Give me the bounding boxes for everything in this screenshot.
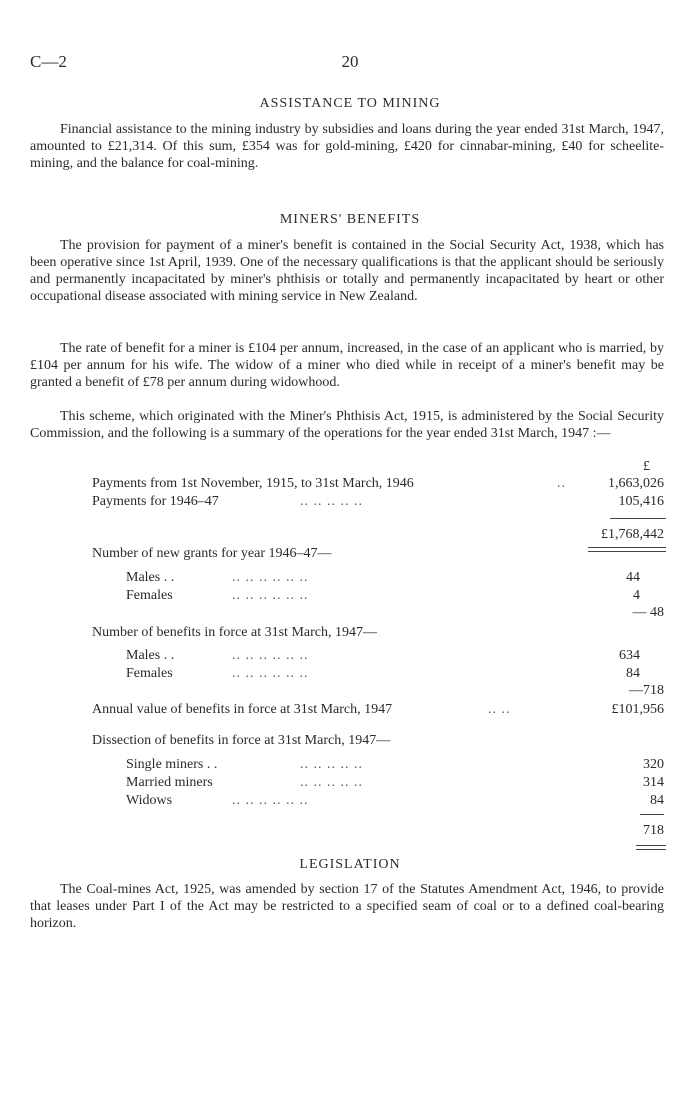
subtotal-rule [610, 518, 666, 519]
total-double-rule [636, 845, 666, 850]
document-page: C—2 20 ASSISTANCE TO MINING Financial assistance to the mining industry by subsidies and loans during the year ended 31st March, 1947, amounted to £21,314. Of this sum, £354 was for gold-mining, £420 for cinnabar-mining, £40 for scheelite-mining, and the balance for coal-mining. MINERS' BENEFITS The provision for payment of a miner's benefit is contained in the Social Security Act, 1938, which has been operative since 1st April, 1939. One of the necessary qualifications is that the applicant should be seriously and permanently incapacitated by miner's phthisis or totally and permanently incapacitated by heart or other occupational disease associated with mining service in New Zealand. The rate of benefit for a miner is £104 per annum, increased, in the case of an applicant who is married, by £104 per annum for his wife. The widow of a miner who died while in receipt of a miner's benefit may be granted a benefit of £78 per annum during widowhood. This scheme, which originated with the Miner's Phthisis Act, 1915, is administered by the Social Security Commission, and the following is a summary of the operations for the year ended 31st March, 1947 :— £ Payments from 1st November, 1915, to 31st March, 1946 .. 1,663,026 Payments for 1946–47 .. .. .. .. .. 105,416 £1,768,442 Number of new grants for year 1946–47— Males . . .. .. .. .. .. .. 44 Females .. .. .. .. .. .. 4 — 48 Number of benefits in force at 31st March, 1947— Males . . .. .. .. .. .. .. 634 Females .. .. .. .. .. .. 84 —718 Annual value of benefits in force at 31st March, 1947 .. .. £101,956 Dissection of benefits in force at 31st March, 1947— Single miners . . .. .. .. .. .. 320 Married miners .. .. .. .. .. 314 Widows .. .. .. .. .. .. 84 718 LEGISLATION The Coal-mines Act, 1925, was amended by section 17 of the Statutes Amendment Act, 1946, to provide that leases under Part I of the Act may be restricted to a specified seam of coal or to a defined coal-bearing horizon. [0, 0, 700, 1119]
legislation-paragraph: The Coal-mines Act, 1925, was amended by section 17 of the Statutes Amendment Act, 1946, to provide that leases under Part I of the Act may be restricted to a specified seam of coal or to a defined coal-bearing horizon. [30, 882, 664, 931]
mining-paragraph: Financial assistance to the mining industry by subsidies and loans during the year ended 31st March, 1947, amounted to £21,314. Of this sum, £354 was for gold-mining, £420 for cinnabar-mining, £40 for scheelite-mining, and the balance for coal-mining. [30, 122, 664, 171]
payments-total: £1,768,442 [601, 527, 664, 542]
new-grants-title: Number of new grants for year 1946–47— [92, 546, 332, 561]
page-number: 20 [341, 52, 359, 71]
benefits-paragraph-2: The rate of benefit for a miner is £104 per annum, increased, in the case of an applicant who is married, by £104 per annum for his wife. The widow of a miner who died while in receipt of a miner's benefit may be granted a benefit of £78 per annum during widowhood. [30, 341, 664, 390]
subtotal-rule [640, 814, 664, 815]
benefits-paragraph-3: This scheme, which originated with the Miner's Phthisis Act, 1915, is administered by the Social Security Commission, and the following is a summary of the operations for the year ended 31st March, 1947 :— [30, 409, 664, 441]
in-force-title: Number of benefits in force at 31st March, 1947— [92, 625, 377, 640]
mining-heading: ASSISTANCE TO MINING [259, 96, 441, 111]
benefits-paragraph-1: The provision for payment of a miner's benefit is contained in the Social Security Act, 1938, which has been operative since 1st April, 1939. One of the necessary qualifications is that the applicant should be seriously and permanently incapacitated by miner's phthisis or totally and permanently incapacitated by heart or other occupational disease associated with mining service in New Zealand. [30, 238, 664, 304]
legislation-heading: LEGISLATION [299, 857, 401, 872]
document-reference: C—2 [30, 52, 67, 71]
total-double-rule [588, 547, 666, 552]
benefits-heading: MINERS' BENEFITS [279, 212, 421, 227]
dissection-title: Dissection of benefits in force at 31st March, 1947— [92, 733, 391, 748]
